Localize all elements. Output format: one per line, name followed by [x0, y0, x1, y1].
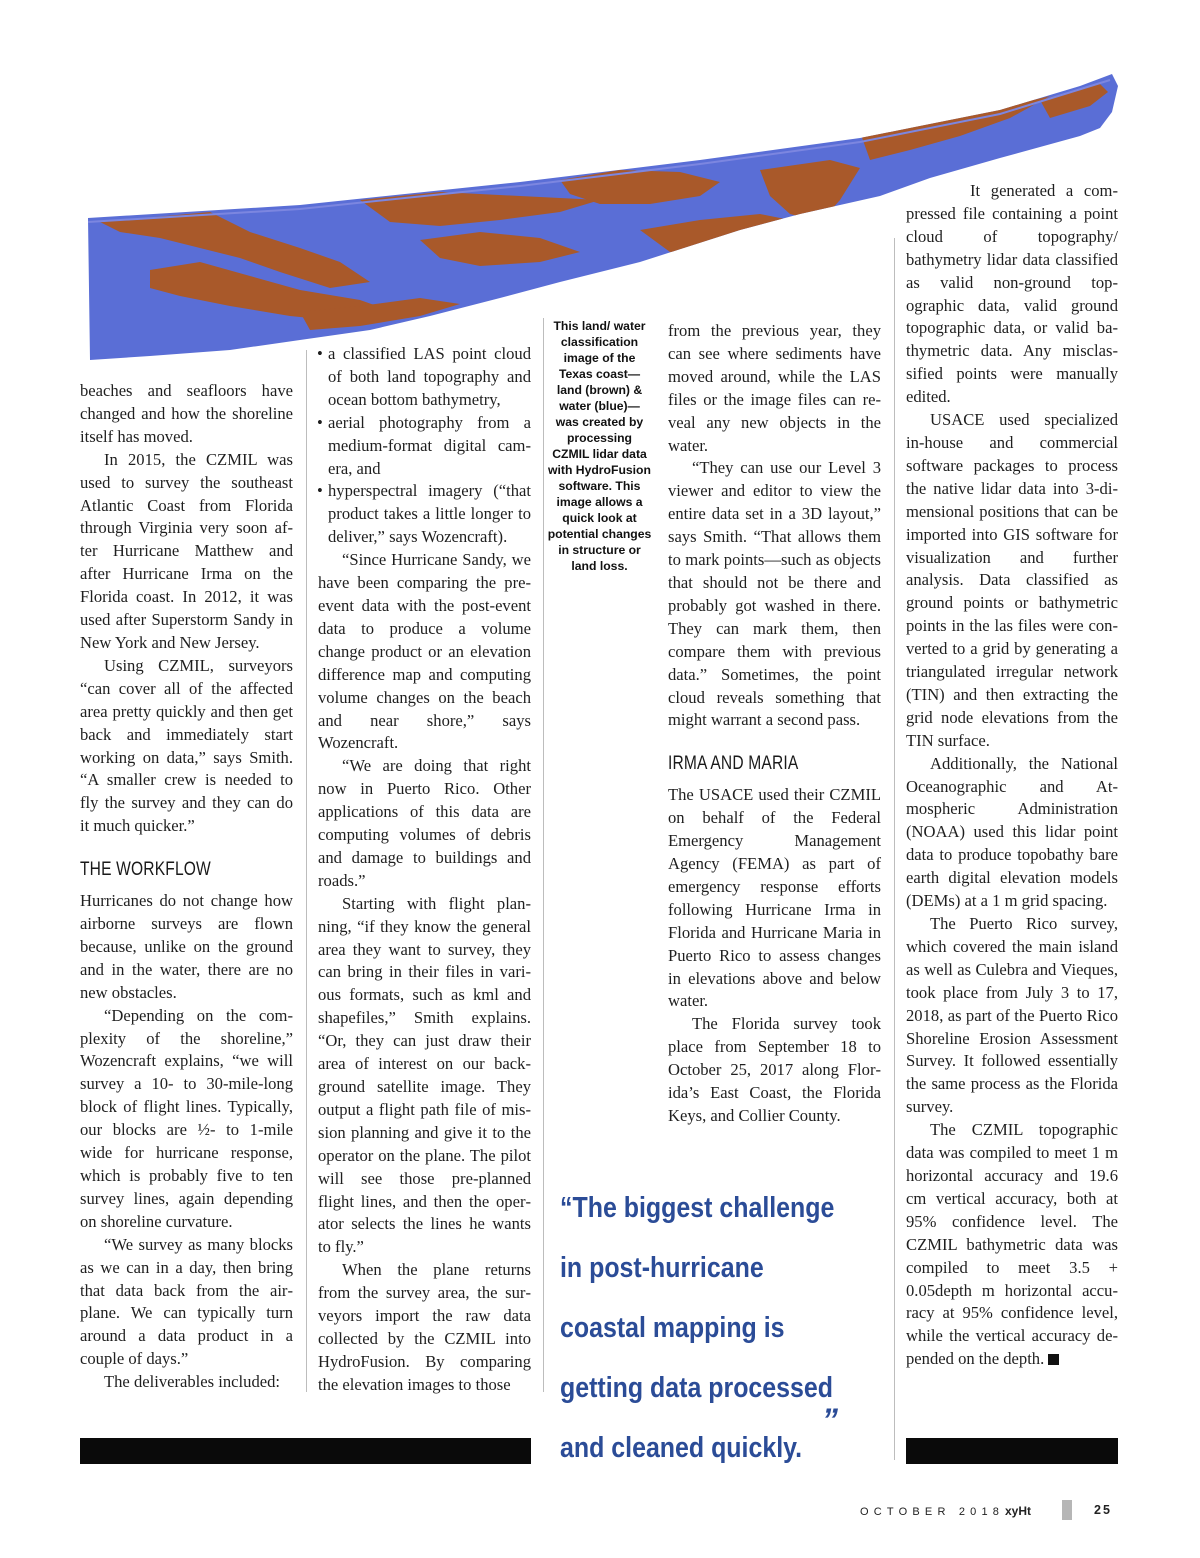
- text-column-2: [318, 343, 531, 1397]
- section-heading-irma-maria: IRMA AND MARIA: [668, 753, 799, 775]
- text-column-1: [80, 380, 293, 1394]
- paragraph: “We are doing that right now in Puerto Rico. Other applications of this data are computing volumes of debris and damage to buildings and roads.”: [318, 756, 531, 890]
- column-divider: [543, 318, 544, 1392]
- paragraph: The deliverables included:: [104, 1372, 281, 1392]
- paragraph: In 2015, the CZMIL was used to survey the southeast Atlantic Coast from Florida through Virginia very soon after Hurricane Matthew and after Hurricane Irma on the Florida coast. In 2012, it was used after Superstorm Sandy in New York and New Jersey.: [80, 449, 293, 652]
- footer-tab: [1062, 1500, 1072, 1520]
- section-heading-workflow: THE WORKFLOW: [80, 859, 211, 881]
- pull-quote-line: in post-hurricane: [560, 1252, 764, 1284]
- paragraph: The USACE used their CZMIL on behalf of the Federal Emergency Management Agency (FEMA) as part of emergency response efforts following Hurricane Irma in Florida and Hurricane Maria in Puerto Rico to assess changes in elevations above and below water.: [668, 785, 881, 1011]
- paragraph: “Depending on the complexity of the shoreline,” Wozencraft explains, “we will survey a 10- to 30-mile-long block of flight lines. Typically, our blocks are ½- to 1-mile wide for hurricane response, which is probably five to ten survey lines, again depending on shoreline curvature.: [80, 1005, 293, 1231]
- list-item: • hyperspectral imagery (“that product takes a little longer to deliver,” says Wozencraft).: [318, 480, 531, 549]
- black-bar: [80, 1438, 531, 1464]
- paragraph-text: The CZMIL topographic data was compiled to meet 1 m horizontal accuracy and 19.6 cm vertical accuracy, both at 95% confidence level. The CZMIL bathymetric data was compiled to meet 3.5 + 0.05depth m horizontal accuracy at 95% confidence level, while the vertical accuracy depended on the depth.: [906, 1120, 1118, 1369]
- paragraph: Hurricanes do not change how airborne surveys are flown because, unlike on the ground and in the water, there are no new obstacles.: [80, 891, 293, 1002]
- paragraph: [906, 1119, 1118, 1371]
- paragraph: “We survey as many blocks as we can in a day, then bring that data back from the airplane. We can typically turn around a data product in a couple of days.”: [80, 1234, 293, 1369]
- paragraph: When the plane returns from the survey area, the surveyors import the raw data collected by the CZMIL into HydroFusion. By comparing the elevation images to those: [318, 1260, 531, 1394]
- magazine-name: xyHt: [1005, 1504, 1032, 1518]
- black-bar: [906, 1438, 1118, 1464]
- paragraph: The Florida survey took place from September 18 to October 25, 2017 along Florida’s East Coast, the Florida Keys, and Collier County.: [668, 1014, 881, 1125]
- paragraph: “Since Hurricane Sandy, we have been comparing the pre-event data with the post-event data to produce a volume change product or an elevation difference map and computing volume changes on the beach and near shore,” says Wozencraft.: [318, 550, 531, 753]
- pull-quote-line: getting data processed: [560, 1372, 834, 1404]
- paragraph: Additionally, the National Oceanographic and Atmospheric Administration (NOAA) used this lidar point data to produce topobathy bare earth digital elevation models (DEMs) at a 1 m grid spacing.: [906, 753, 1118, 911]
- paragraph: “They can use our Level 3 viewer and editor to view the entire data set in a 3D layout,” says Smith. “That allows them to mark points—such as objects that should not be there and probably got washed in there. They can mark them, then compare them with previous data.” Sometimes, the point cloud reveals something that might warrant a second pass.: [668, 458, 881, 730]
- figure-caption: This land/ water classification image of the Texas coast— land (brown) & water (blue)— was created by processing CZMIL lidar data with HydroFusion software. This image allows a quick look at potential changes in structure or land loss.: [547, 319, 652, 573]
- deliverables-list: [318, 343, 531, 549]
- paragraph: Starting with flight planning, “if they know the general area they want to survey, they can bring in their files in various formats, such as kml and shapefiles,” Smith explains. “Or, they can just draw their area of interest on our background satellite image. They output a flight path file of mission planning and give it to the operator on the plane. The pilot will see those pre-planned flight lines, and then the operator selects the lines he wants to fly.”: [318, 893, 531, 1257]
- column-divider: [306, 350, 307, 1392]
- column-divider: [894, 238, 895, 1460]
- list-item: • aerial photography from a medium-format digital camera, and: [318, 412, 531, 481]
- paragraph: The Puerto Rico survey, which covered the main island as well as Culebra and Vieques, took place from July 3 to 17, 2018, as part of the Puerto Rico Shoreline Erosion Assessment Survey. It followed essentially the same process as the Florida survey.: [906, 914, 1118, 1117]
- paragraph: beaches and seafloors have changed and how the shoreline itself has moved.: [80, 381, 293, 446]
- paragraph: from the previous year, they can see where sediments have moved around, while the LAS files or the image files can reveal any new objects in the water.: [668, 321, 881, 455]
- page-number: 25: [1094, 1503, 1112, 1517]
- paragraph: USACE used specialized in-house and commercial software packages to process the native lidar data into 3-dimensional positions that can be imported into GIS software for visualization and further analysis. Data classified as ground points or bathymetric points in the las files were converted to a grid by generating a triangulated irregular network (TIN) and then extracting the grid node elevations from the TIN surface.: [906, 410, 1118, 750]
- pull-quote-line: and cleaned quickly.: [560, 1432, 803, 1464]
- paragraph: Using CZMIL, surveyors “can cover all of the affected area pretty quickly and then get back and immediately start working on data,” says Smith. “A smaller crew is needed to fly the survey and they can do it much quicker.”: [80, 655, 293, 836]
- issue-date: OCTOBER 2018: [860, 1506, 1005, 1518]
- text-column-3: [668, 320, 881, 1128]
- pull-quote-line: coastal mapping is: [560, 1312, 785, 1344]
- text-column-4: [906, 180, 1118, 1371]
- pull-quote-close-mark: ”: [822, 1402, 838, 1438]
- end-of-article-mark: [1048, 1354, 1059, 1365]
- list-item: • a classified LAS point cloud of both land topography and ocean bottom bathymetry,: [318, 343, 531, 412]
- pull-quote-line: “The biggest challenge: [560, 1192, 835, 1224]
- paragraph: It generated a compressed file containing a point cloud of topography/ bathymetry lidar data classified as valid non-ground topographic data, valid ground topographic data, or valid bathymetric data. Any misclassified points were manually edited.: [906, 181, 1118, 407]
